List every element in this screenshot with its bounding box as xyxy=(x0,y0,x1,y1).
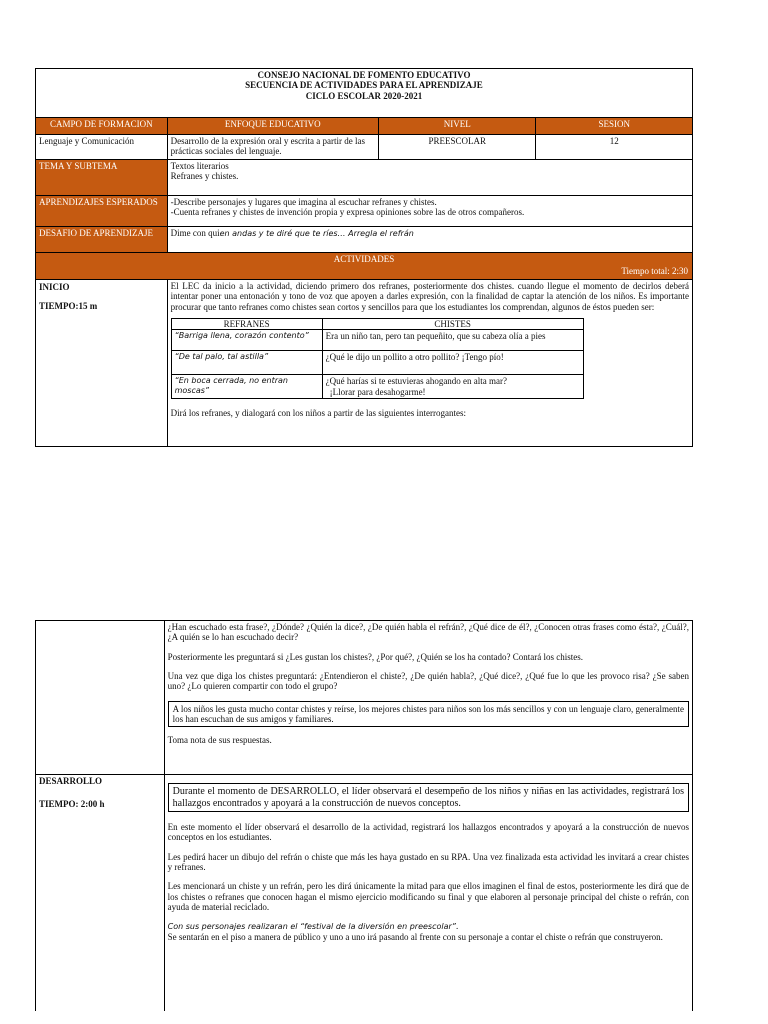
continuation-content xyxy=(164,621,692,774)
enfoque-value: Desarrollo de la expresión oral y escrita a partir de las prácticas sociales del lenguaje. xyxy=(167,135,378,159)
festival-line xyxy=(168,921,689,931)
table-row xyxy=(171,375,583,399)
page2-p9: Se sentarán en el piso a manera de público y uno a uno irá pasando al frente con su personaje a contar el chiste o refrán que construyeron. xyxy=(167,931,663,942)
chiste-cell xyxy=(322,375,583,399)
refran-cell: “De tal palo, tal astilla” xyxy=(171,351,322,375)
refranes-chistes-table xyxy=(171,318,584,399)
chiste-line-1: ¿Qué harías si te estuvieras ahogando en alta mar? xyxy=(325,376,508,387)
table-row xyxy=(171,330,583,351)
aprendizajes-label: APRENDIZAJES ESPERADOS xyxy=(36,196,167,226)
aprendizajes-line-2: -Cuenta refranes y chistes de invención propia y expresa opiniones sobre las de otros compañeros. xyxy=(170,207,525,218)
desarrollo-content xyxy=(164,775,692,1011)
chiste-cell: Era un niño tan, pero tan pequeñito, que su cabeza olía a pies xyxy=(322,330,583,351)
page2-p2: Posteriormente les preguntará si ¿Les gustan los chistes?, ¿Por qué?, ¿Quién se los ha contado? Contará los chistes. xyxy=(167,651,584,662)
aprendizajes-content xyxy=(167,196,692,226)
page2-p6: Les pedirá hacer un dibujo del refrán o chiste que más les haya gustado en su RPA. Una vez finalizada esta actividad les invitará a crear chistes y refranes. xyxy=(167,851,689,873)
tema-content xyxy=(167,160,692,195)
col-sesion: SESION xyxy=(535,118,692,134)
chiste-cell: ¿Qué le dijo un pollito a otro pollito? ¡Tengo pío! xyxy=(322,351,583,375)
page2-p1: ¿Han escuchado esta frase?, ¿Dónde? ¿Quién la dice?, ¿De quién habla el refrán?, ¿Qué dice de él?, ¿Conocen otras frases como ésta?, ¿Cuál?, ¿A quién se lo han escuchado decir? xyxy=(167,622,689,643)
desarrollo-label-cell xyxy=(36,775,164,1011)
aprendizajes-line-1: -Describe personajes y lugares que imagina al escuchar refranes y chistes. xyxy=(170,197,437,207)
inicio-intro: El LEC da inicio a la actividad, diciendo primero dos refranes, posteriormente dos chistes. cuando llegue el momento de decirlos deberá intentar poner una entonación y tono de voz que apoyen a darles expresión, con la finalidad de captar la atención de los niños. Es importante procurar que tanto refranes como chistes sean cortos y sencillos para que los estudiantes los comprendan, algunos de éstos pueden ser: xyxy=(170,281,689,312)
info-row xyxy=(36,134,692,159)
continuation-label-cell xyxy=(36,621,164,774)
desafio-row xyxy=(36,226,692,252)
page2-p7: Les mencionará un chiste y un refrán, pero les dirá únicamente la mitad para que ellos imaginen el final de estos, posteriormente les dirá que de los chistes o refranes que conocen hagan el mismo ejercicio modificando su final y que elaboren al personaje principal del chiste o refrán, con ayuda de material reciclado. xyxy=(167,881,689,913)
header-row xyxy=(36,69,692,117)
desafio-prefix: Dime con qui xyxy=(170,228,220,238)
page2-p4: Toma nota de sus respuestas. xyxy=(167,735,272,746)
tema-label: TEMA Y SUBTEMA xyxy=(36,160,167,195)
inicio-label-cell xyxy=(36,280,167,446)
nivel-value: PREESCOLAR xyxy=(378,135,536,159)
note-box-2: Durante el momento de DESARROLLO, el líder observará el desempeño de los niños y niñas en las actividades, registrará los hallazgos encontrados y apoyará a la construcción de nuevos conceptos. xyxy=(168,783,689,812)
campo-value: Lenguaje y Comunicación xyxy=(39,136,134,146)
lesson-plan-table-page2 xyxy=(35,620,693,1011)
header-line-1: CONSEJO NACIONAL DE FOMENTO EDUCATIVO xyxy=(257,70,471,80)
column-header-row xyxy=(36,117,692,134)
col-nivel: NIVEL xyxy=(378,118,536,134)
tema-line-2: Refranes y chistes. xyxy=(170,171,239,182)
refranes-header: REFRANES xyxy=(171,319,322,330)
chiste-line-2: ¡Llorar para desahogarme! xyxy=(329,386,426,397)
inicio-row xyxy=(36,279,692,446)
inicio-content xyxy=(167,280,692,446)
festival-cursive: Con sus personajes realizaran el “festival de la diversión en preescolar” xyxy=(167,922,456,932)
continuation-row xyxy=(36,621,692,774)
desafio-label: DESAFIO DE APRENDIZAJE xyxy=(36,227,167,252)
refran-cell: “Barriga llena, corazón contento” xyxy=(171,330,322,351)
tema-line-1: Textos literarios xyxy=(170,161,229,171)
inicio-label: INICIO xyxy=(39,282,70,292)
festival-end: . xyxy=(455,921,459,932)
refran-cell: “En boca cerrada, no entran moscas” xyxy=(171,375,322,399)
document-header xyxy=(36,69,692,117)
header-line-3: CICLO ESCOLAR 2020-2021 xyxy=(305,90,423,101)
desafio-cursive: en andas y te diré que te ríes… Arregla el refrán xyxy=(219,229,414,238)
header-line-2: SECUENCIA DE ACTIVIDADES PARA EL APRENDIZAJE xyxy=(245,80,483,91)
inicio-after-table: Dirá los refranes, y dialogará con los niños a partir de las siguientes interrogantes: xyxy=(170,408,467,419)
desarrollo-row xyxy=(36,774,692,1011)
inicio-tiempo: TIEMPO:15 m xyxy=(39,301,98,312)
note-box-1: A los niños les gusta mucho contar chistes y reírse, los mejores chistes para niños son los más sencillos y con un lenguaje claro, generalmente los han escuchan de sus amigos y familiares. xyxy=(168,701,689,728)
chistes-header: CHISTES xyxy=(322,319,583,330)
tema-row xyxy=(36,159,692,195)
tiempo-total: Tiempo total: 2:30 xyxy=(621,266,688,276)
actividades-title: ACTIVIDADES xyxy=(333,254,395,264)
desarrollo-tiempo: TIEMPO: 2:00 h xyxy=(39,799,105,810)
desarrollo-label: DESARROLLO xyxy=(39,776,103,786)
col-campo: CAMPO DE FORMACION xyxy=(50,119,153,129)
col-enfoque: ENFOQUE EDUCATIVO xyxy=(167,118,378,134)
table-row xyxy=(171,351,583,375)
page2-p3: Una vez que diga los chistes preguntará: ¿Entendieron el chiste?, ¿De quién habla?, ¿Qué dice?, ¿Qué fue lo que les provoco risa? ¿Se saben uno? ¿Lo quieren compartir con todo el grupo? xyxy=(167,671,689,692)
sesion-value: 12 xyxy=(535,135,692,159)
lesson-plan-table-page1 xyxy=(35,68,693,447)
aprendizajes-row xyxy=(36,195,692,226)
refranes-table-header xyxy=(171,319,583,330)
desafio-content xyxy=(167,227,692,252)
page2-p5: En este momento el líder observará el desarrollo de la actividad, registrará los hallazgos encontrados y apoyará a la construcción de nuevos conceptos en los estudiantes. xyxy=(167,822,689,843)
actividades-row xyxy=(36,252,692,279)
